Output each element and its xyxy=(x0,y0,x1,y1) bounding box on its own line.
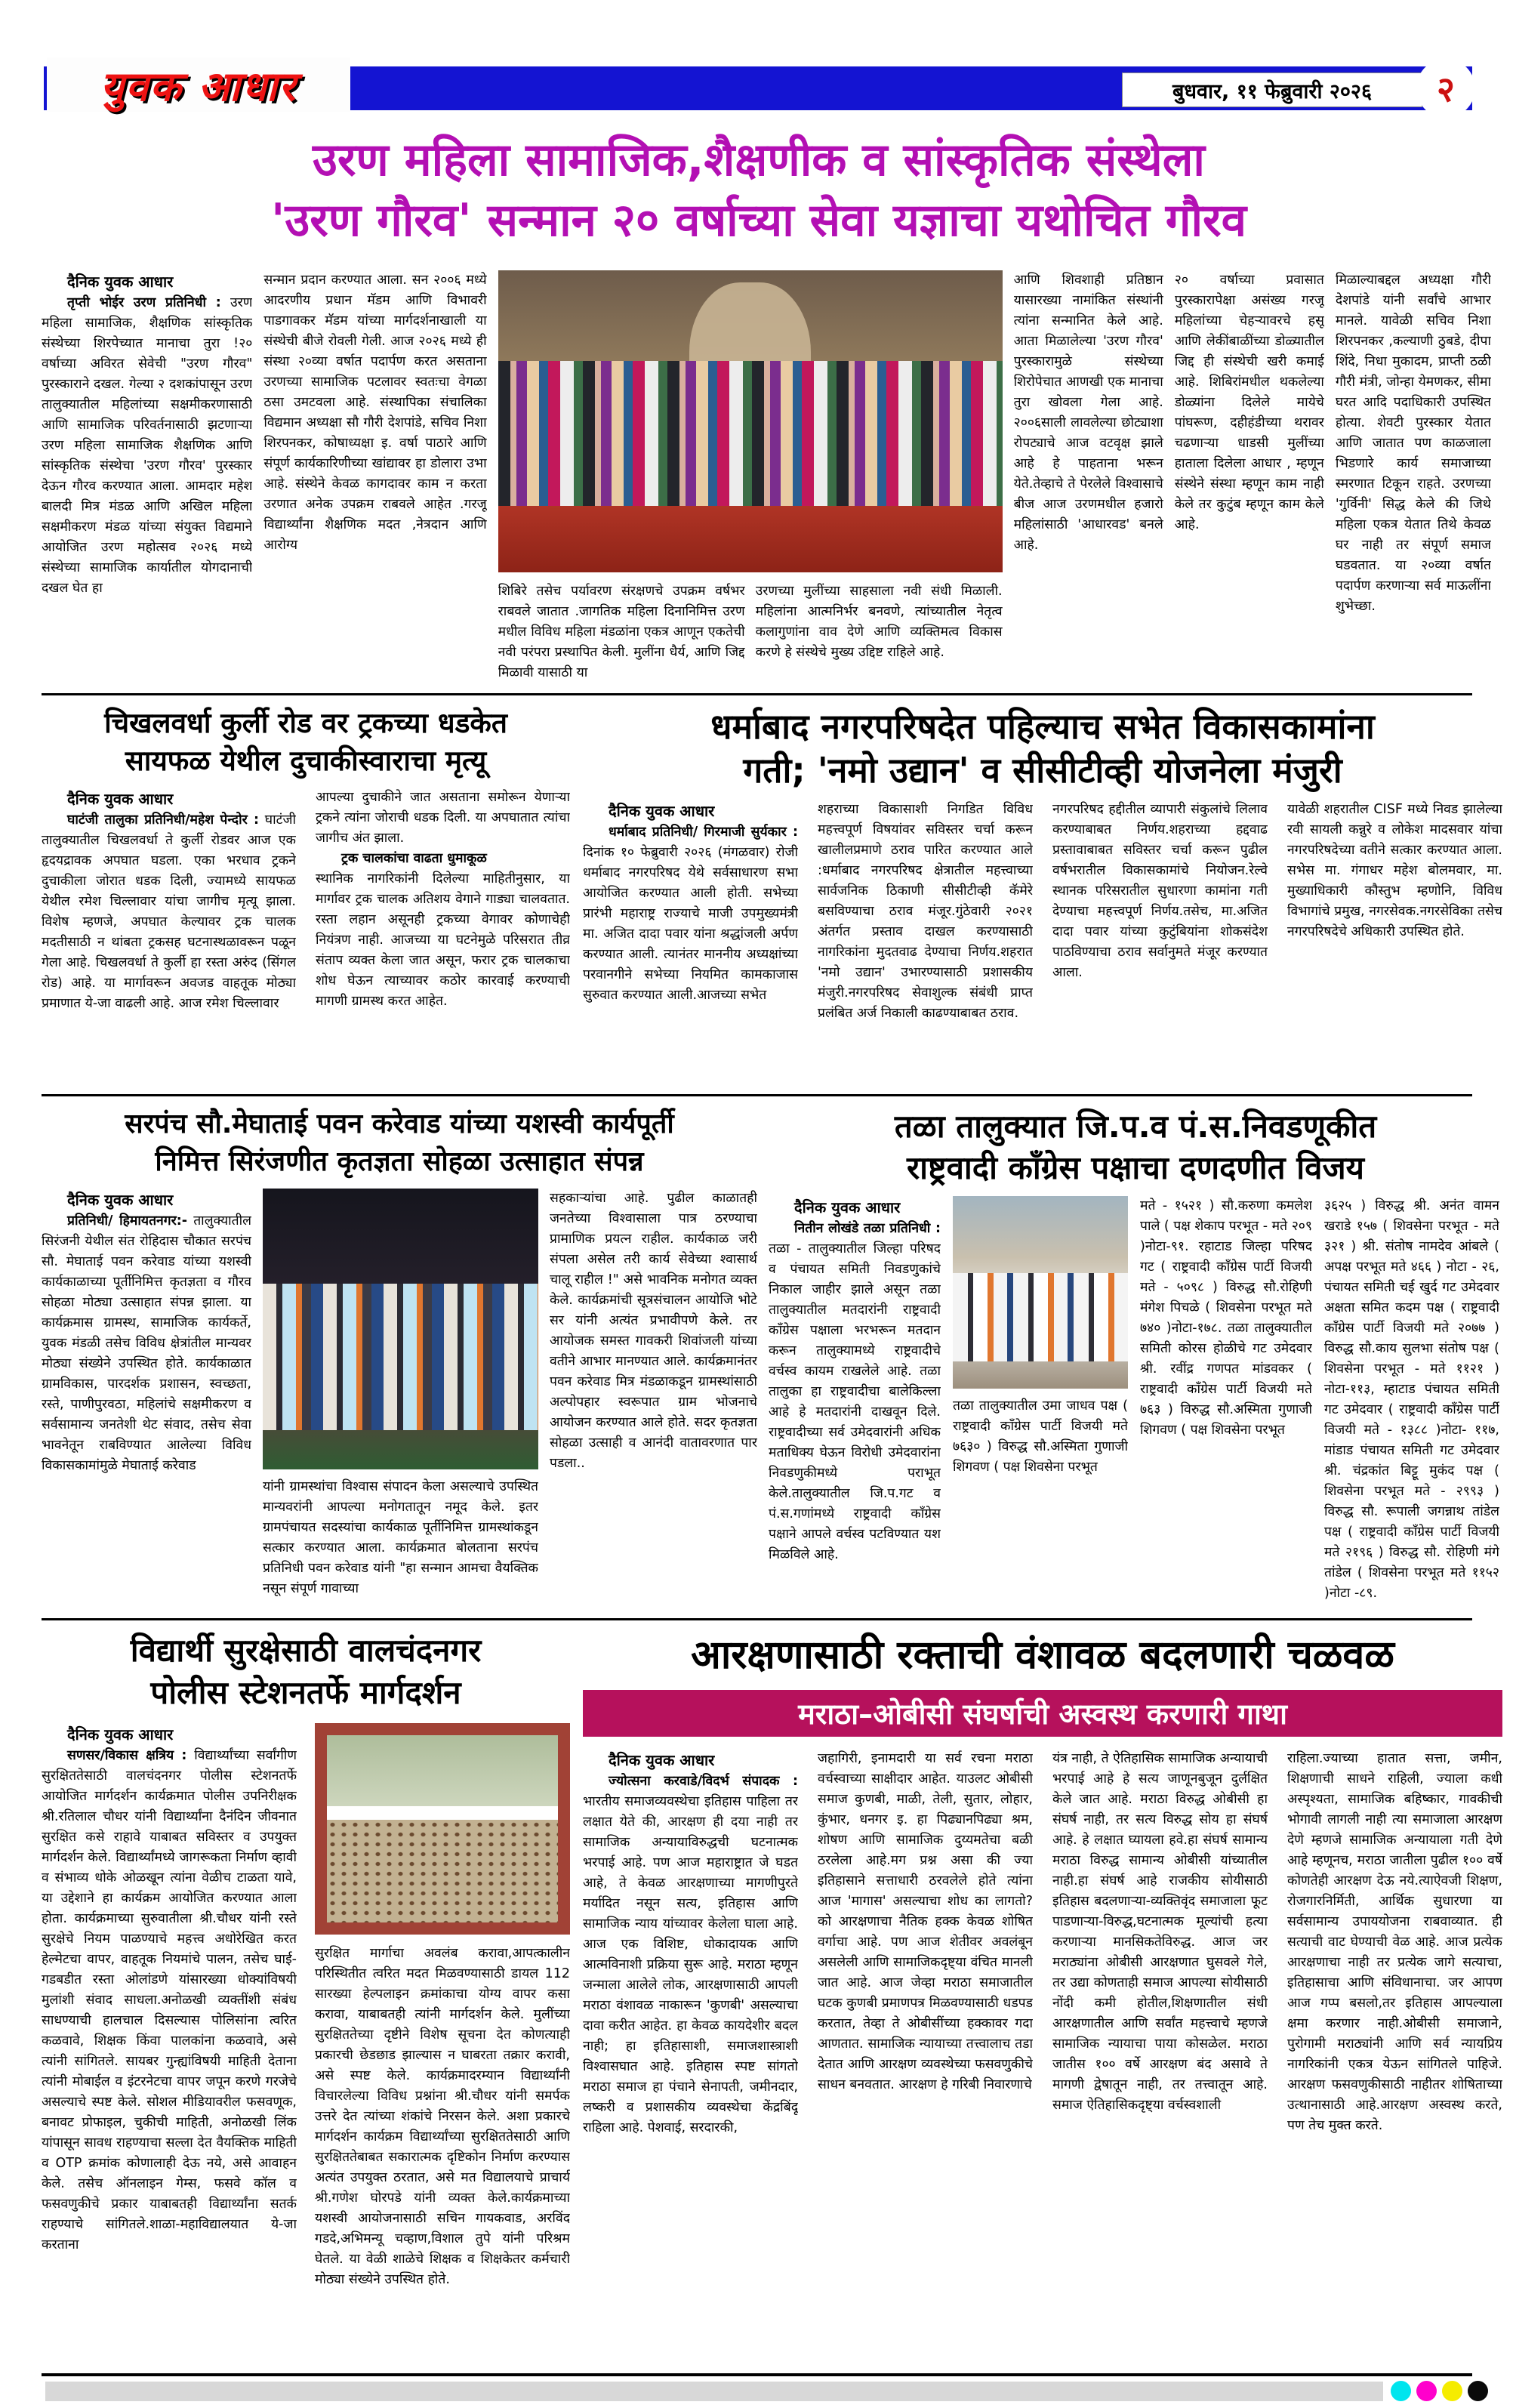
article5-col2 xyxy=(953,1396,1128,1614)
article6-headline-line2: पोलीस स्टेशनतर्फे मार्गदर्शन xyxy=(150,1674,461,1711)
article2-col1 xyxy=(42,788,296,1088)
article7-col3-text: यंत्र नाही, ते ऐतिहासिक सामाजिक अन्यायाची भरपाई आहे हे सत्य जाणूनबुजून दुर्लक्षित केले जात आहे. मराठा विरुद्ध ओबीसी हा संघर्ष नाही, तर सत्य विरुद्ध सोय हा संघर्ष आहे. हे लक्षात घ्यायला हवे.हा संघर्ष सामान्य मराठा विरुद्ध सामान्य ओबीसी यांच्यातील नाही.हा संघर्ष आहे राजकीय सोयीसाठी इतिहास बदलणाऱ्या-व्यक्तिवृंद समाजाला फूट पाडणाऱ्या-विरुद्ध,घटनात्मक मूल्यांची हत्या करणाऱ्या मानसिकतेविरुद्ध. आज जर मराठ्यांना ओबीसी आरक्षणात घुसवले गेले, तर उद्या कोणताही समाज आपल्या सोयीसाठी नोंदी कमी होतील,शिक्षणातील संधी आरक्षणातील आणि सर्वांत महत्त्वाचे म्हणजे सामाजिक न्यायाचा पाया कोसळेल. मराठा जातीस १०० वर्षे आरक्षण बंद असावे ते मागणी द्वेषातून नाही, तर तत्त्वातून आहे. समाज ऐतिहासिकदृष्ट्या वर्चस्वशाली xyxy=(1052,1751,1268,2113)
article5-col3-text: मते - १५२१ ) सौ.करुणा कमलेश पाले ( पक्ष शेकाप परभूत - मते २०९ )नोटा-९१. रहाटाड जिल्हा परिषद गट ( राष्ट्रवादी काँग्रेस पार्टी विजयी मते - ५०९८ ) विरुद्ध सौ.रोहिणी मंगेश पिचळे ( शिवसेना परभूत मते ७४० )नोटा-१७८. तळा तालुक्यातील समिती कोरस होळीचे गट उमेदवार श्री. रवींद्र गणपत मांडवकर ( राष्ट्रवादी काँग्रेस पार्टी विजयी मते ७६३ ) विरुद्ध सौ.अस्मिता गुणाजी शिगवण ( पक्ष शिवसेना परभूत xyxy=(1140,1198,1312,1438)
article6-body xyxy=(42,1723,570,2361)
byline-paper: दैनिक युवक आधार xyxy=(794,1198,901,1216)
article3-col1-text: दिनांक १० फेब्रुवारी २०२६ (मंगळवार) रोजी धर्माबाद नगरपरिषद येथे सर्वसाधारण सभा आयोजित करण्यात आली होती. सभेच्या प्रारंभी महाराष्ट्र राज्याचे माजी उपमुख्यमंत्री मा. अजित दादा पवार यांना श्रद्धांजली अर्पण करण्यात आली. त्यानंतर माननीय अध्यक्षांच्या परवानगीने सभेच्या नियमित कामकाजास सुरुवात करण्यात आली.आजच्या सभेत xyxy=(583,845,798,1003)
article1-col6-text: २० वर्षाच्या प्रवासात पुरस्कारापेक्षा असंख्य गरजू महिलांच्या चेहऱ्यावरचे हसू आणि लेकींबाळींच्या डोळ्यातील जिद्द ही संस्थेची खरी कमाई आहे. शिबिरांमधील थकलेल्या डोळ्यांना दिलेले मायेचे पांघरूण, दहीहंडीच्या थरावर चढणाऱ्या धाडसी मुलींच्या हाताला दिलेला आधार , म्हणून संस्थेने संस्था म्हणून काम नाही केले तर कुटुंब म्हणून काम केले आहे. xyxy=(1174,273,1324,532)
article5-center xyxy=(953,1196,1128,1615)
byline-paper: दैनिक युवक आधार xyxy=(609,802,715,820)
byline-reporter: प्रतिनिधी/ हिमायतनगर:- xyxy=(67,1213,188,1229)
article1-col3-text: शिबिरे तसेच पर्यावरण संरक्षणचे उपक्रम वर्षभर राबवले जातात .जागतिक महिला दिनानिमित्त उरण मधील विविध महिला मंडळांना एकत्र आणून एकतेची नवी परंपरा प्रस्थापित केली. मुलींना धैर्य, आणि जिद्द मिळावी यासाठी या xyxy=(498,584,745,680)
print-registration-dot-black xyxy=(1468,2381,1488,2401)
article5-col4-text: ३६२५ ) विरुद्ध श्री. अनंत वामन खराडे १५७ ( शिवसेना परभूत - मते ३२१ ) श्री. संतोष नामदेव आंबले ( अपक्ष परभूत मते ४६६ ) नोटा - २६, पंचायत समिती चर्ई खुर्द गट उमेदवार अक्षता समित कदम पक्ष ( राष्ट्रवादी काँग्रेस पार्टी विजयी मते २०७७ ) विरुद्ध सौ.काय सुलभा संतोष पक्ष ( शिवसेना परभूत - मते ११२१ ) नोटा-११३, म्हाटाड पंचायत समिती गट उमेदवार ( राष्ट्रवादी काँग्रेस पार्टी विजयी मते - १३८८ )नोटा- ११७, मांडाड पंचायत समिती गट उमेदवार श्री. चंद्रकांत बिट्टू मुकंद पक्ष ( शिवसेना परभूत मते - २९९३ ) विरुद्ध सौ. रूपाली जगन्नाथ तांडेल पक्ष ( राष्ट्रवादी काँग्रेस पार्टी विजयी मते २१९६ ) विरुद्ध सौ. रोहिणी मंगे तांडेल ( शिवसेना परभूत मते ११५२ )नोटा -८९. xyxy=(1324,1198,1499,1601)
article6-col1-text: विद्यार्थ्यांच्या सर्वांगीण सुरक्षिततेसाठी वालचंदनगर पोलीस स्टेशनतर्फे आयोजित मार्गदर्शन कार्यक्रमात पोलीस उपनिरीक्षक श्री.रतिलाल चौधर यांनी विद्यार्थ्यांना दैनंदिन जीवनात सुरक्षित कसे राहावे याबाबत सविस्तर व उपयुक्त मार्गदर्शन केले. विद्यार्थ्यांमध्ये जागरूकता निर्माण व्हावी व संभाव्य धोके ओळखून त्यांना वेळीच टाळता यावे, या उद्देशाने हा कार्यक्रम आयोजित करण्यात आला होता. कार्यक्रमाच्या सुरुवातीला श्री.चौधर यांनी रस्ते सुरक्षेचे नियम पाळण्याचे महत्त्व अधोरेखित करत हेल्मेटचा वापर, वाहतूक नियमांचे पालन, तसेच घाई-गडबडीत रस्ता ओलांडणे यांसारख्या धोक्यांविषयी मुलांशी संवाद साधला.अनोळखी व्यक्तींशी संबंध साधण्याची हालचाल दिसल्यास पोलिसांना त्वरित कळवावे, शिक्षक किंवा पालकांना कळवावे, असे त्यांनी सांगितले. सायबर गुन्ह्यांविषयी माहिती देताना त्यांनी मोबाईल व इंटरनेटचा वापर जपून करणे गरजेचे असल्याचे स्पष्ट केले. सोशल मीडियावरील फसवणूक, बनावट प्रोफाइल, चुकीची माहिती, अनोळखी लिंक यांपासून सावध राहण्याचा सल्ला देत वैयक्तिक माहिती व OTP क्रमांक कोणालाही देऊ नये, असे आवाहन केले. तसेच ऑनलाइन गेम्स, फसवे कॉल व फसवणुकीचे प्रकार याबाबतही विद्यार्थ्यांना सतर्क राहण्याचे सांगितले.शाळा-महाविद्यालयात ये-जा करताना xyxy=(42,1748,297,2252)
article7-col2 xyxy=(818,1749,1033,2372)
article2-col2-text-b: स्थानिक नागरिकांनी दिलेल्या माहितीनुसार, या मार्गावर ट्रक चालक अतिशय वेगाने गाड्या चालवतात. रस्ता लहान असूनही ट्रकच्या वेगावर कोणाचेही नियंत्रण नाही. आजच्या या घटनेमुळे परिसरात तीव्र संताप व्यक्त केला जात असून, फरार ट्रक चालकाचा शोध घेऊन त्याच्यावर कठोर कारवाई करण्याची मागणी ग्रामस्थ करत आहेत. xyxy=(316,871,570,1009)
article1-col2-text: सन्मान प्रदान करण्यात आला. सन २००६ मध्ये आदरणीय प्रधान मॅडम आणि विभावरी पाडगावकर मॅडम यांच्या मार्गदर्शनाखाली या संस्थेची बीजे रोवली गेली. आज २०२६ मध्ये ही संस्था २०व्या वर्षात पदार्पण करत असताना उरणच्या सामाजिक पटलावर स्वतःचा वेगळा ठसा उमटवला आहे. संस्थापिका संचालिका विद्यमान अध्यक्षा सौ गौरी देशपांडे, सचिव निशा शिरपनकर, कोषाध्यक्षा इ. वर्षा पाठारे आणि संपूर्ण कार्यकारिणीच्या खांद्यावर हा डोलारा उभा आहे. संस्थेने केवळ कागदावर काम न करता उरणात अनेक उपक्रम राबवले आहेत .गरजू विद्यार्थ्यांना शैक्षणिक मदत ,नेत्रदान आणि आरोग्य xyxy=(263,273,487,553)
seated-students xyxy=(327,1820,558,1922)
article4-col1 xyxy=(42,1189,251,1615)
article4-col2-text: यांनी ग्रामस्थांचा विश्वास संपादन केला असल्याचे उपस्थित मान्यवरांनी आपल्या मनोगतातून नमूद केले. इतर ग्रामपंचायत सदस्यांचा कार्यकाळ पूर्तीनिमित्त ग्रामस्थांकडून सत्कार करण्यात आला. कार्यक्रमात बोलताना सरपंच प्रतिनिधी पवन करेवाड यांनी "हा सन्मान आमचा वैयक्तिक नसून संपूर्ण गावाच्या xyxy=(263,1479,538,1596)
print-registration-dot-yellow xyxy=(1442,2381,1462,2401)
article1-col7-text: मिळाल्याबद्दल अध्यक्षा गौरी देशपांडे यांनी सर्वांचे आभार मानले. यावेळी सचिव निशा शिरपनकर ,कल्याणी ठुबडे, दीपा शिंदे, निधा मुकादम, प्राप्ती ठळी गौरी मंत्री, जोन्हा येमणकर, सीमा घरत आदि पदाधिकारी उपस्थित होत्या. शेवटी पुरस्कार येतात आणि जातात पण काळजाला भिडणारे कार्य समाजाच्या स्मरणात टिकून राहते. उरणच्या 'गुर्विनी' सिद्ध केले की जिथे महिला एकत्र येतात तिथे केवळ घर नाही तर संपूर्ण समाज घडवतात. या २०व्या वर्षात पदार्पण करणाऱ्या सर्व माऊलींना शुभेच्छा. xyxy=(1335,273,1491,614)
article5-headline-line2: राष्ट्रवादी काँग्रेस पक्षाचा दणदणीत विजय xyxy=(906,1149,1364,1186)
article5-col1 xyxy=(769,1196,941,1615)
main-headline-line1: उरण महिला सामाजिक,शैक्षणीक व सांस्कृतिक संस्थेला xyxy=(313,134,1205,187)
article1-col3 xyxy=(498,581,745,687)
article3-body xyxy=(583,800,1502,1088)
date-box xyxy=(1122,72,1422,107)
felicitation-night-photo xyxy=(263,1189,538,1469)
article3-col1 xyxy=(583,800,798,1088)
article4-col1-text: तालुक्यातील सिरंजनी येथील संत रोहिदास चौकात सरपंच सौ. मेघाताई पवन करेवाड यांच्या यशस्वी कार्यकाळाच्या पूर्तीनिमित्त कृतज्ञता व गौरव सोहळा मोठ्या उत्साहात संपन्न झाला. या कार्यक्रमास ग्रामस्थ, सामाजिक कार्यकर्ते, युवक मंडळी तसेच विविध क्षेत्रांतील मान्यवर मोठ्या संख्येने उपस्थित होते. कार्यकाळात ग्रामविकास, पारदर्शक प्रशासन, स्वच्छता, रस्ते, पाणीपुरवठा, महिलांचे सक्षमीकरण व सर्वसामान्य जनतेशी थेट संवाद, तसेच सेवा भावनेतून राबविण्यात आलेल्या विविध विकासकामांमुळे मेघाताई करेवाड xyxy=(42,1213,251,1473)
article7-headline: आरक्षणासाठी रक्ताची वंशावळ बदलणारी चळवळ xyxy=(691,1633,1394,1678)
byline-paper: दैनिक युवक आधार xyxy=(67,1191,174,1209)
article1-col5 xyxy=(1014,270,1163,687)
article4-col3-text: सहकाऱ्यांचा आहे. पुढील काळातही जनतेच्या विश्वासाला पात्र ठरण्याचा प्रामाणिक प्रयत्न राहील. कार्यकाळ जरी संपला असेल तरी कार्य सेवेच्या श्वासार्थ चालू राहील !" असे भावनिक मनोगत व्यक्त केले. कार्यक्रमांची सूत्रसंचालन आयोजि भोटे सर यांनी अत्यंत प्रभावीपणे केले. तर आयोजक समस्त गावकरी शिवांजली यांच्या वतीने आभार मानण्यात आले. कार्यक्रमानंतर पवन करेवाड मित्र मंडळाकडून ग्रामस्थांसाठी अल्पोपहार स्वरूपात ग्राम भोजनाचे आयोजन करण्यात आले होते. सदर कृतज्ञता सोहळा उत्साही व आनंदी वातावरणात पार पडला.. xyxy=(550,1191,757,1471)
article7-subhead-text: मराठा–ओबीसी संघर्षाची अस्वस्थ करणारी गाथा xyxy=(798,1697,1287,1731)
article3-headline-line2: गती; 'नमो उद्यान' व सीसीटीव्ही योजनेला मंजुरी xyxy=(743,750,1342,791)
section-divider-2 xyxy=(42,1094,1472,1096)
byline-reporter: ज्योत्सना करवाडे/विदर्भ संपादक : xyxy=(609,1774,798,1789)
page-number-badge xyxy=(1416,59,1475,118)
article1-col2 xyxy=(263,270,486,687)
byline-reporter: घाटंजी तालुका प्रतिनिधी/महेश पेन्दोर : xyxy=(67,812,260,828)
article7-col1 xyxy=(583,1749,798,2372)
article4-center xyxy=(263,1189,538,1615)
article-truck-accident xyxy=(42,705,570,1088)
article1-col4 xyxy=(756,581,1003,687)
byline-reporter: धर्माबाद प्रतिनिधी/ गिरमाजी सुर्यकार : xyxy=(609,825,798,840)
article3-col4-text: यावेळी शहरातील CISF मध्ये निवड झालेल्या रवी सायली कन्नुरे व लोकेश मादसवार यांचा नगरपरिषदेच्या वतीने सत्कार करण्यात आला. सभेस मा. गंगाधर महेश बोलमवार, मा. मुख्याधिकारी कौस्तुभ म्हणोनि, विविध विभागांचे प्रमुख, नगरसेवक.नगरसेविका तसेच नगरपरिषदेचे अधिकारी उपस्थित होते. xyxy=(1287,802,1502,939)
article7-col1-text: भारतीय समाजव्यवस्थेचा इतिहास पाहिला तर लक्षात येते की, आरक्षण ही दया नाही तर सामाजिक अन्यायाविरुद्धची घटनात्मक भरपाई आहे. पण आज महाराष्ट्रात जे घडत आहे, ते केवळ आरक्षणाच्या मागणीपुरते मर्यादित नसून सत्य, इतिहास आणि सामाजिक न्याय यांच्यावर केलेला घाला आहे. आज एक विशिष्ट, धोकादायक आणि आत्मविनाशी प्रक्रिया सुरू आहे. मराठा म्हणून जन्माला आलेले लोक, आरक्षणासाठी आपली मराठा वंशावळ नाकारून 'कुणबी' असल्याचा दावा करीत आहेत. हा केवळ कायदेशीर बदल नाही; हा इतिहासाशी, समाजशास्त्राशी विश्वासघात आहे. इतिहास स्पष्ट सांगतो मराठा समाज हा पंचाने सेनापती, जमीनदार, लष्करी व प्रशासकीय व्यवस्थेचा केंद्रबिंदू राहिला आहे. पेशवाई, सरदारकी, xyxy=(583,1794,798,2135)
byline-paper: दैनिक युवक आधार xyxy=(67,273,174,291)
byline-paper: दैनिक युवक आधार xyxy=(67,1725,174,1744)
article4-col2 xyxy=(263,1477,538,1613)
article5-col1-text: तळा - तालुक्यातील जिल्हा परिषद व पंचायत समिती निवडणुकांचे निकाल जाहीर झाले असून तळा तालुक्यातील मतदारांनी राष्ट्रवादी काँग्रेस पक्षाला भरभरून मतदान करून तालुक्यामध्ये राष्ट्रवादीचे वर्चस्व कायम राखलेले आहे. तळा तालुका हा राष्ट्रवादीचा बालेकिल्ला आहे हे मतदारांनी दाखवून दिले. राष्ट्रवादीच्या सर्व उमेदवारांनी अधिक मताधिक्य घेऊन विरोधी उमेदवारांना निवडणुकीमध्ये पराभूत केले.तालुक्यातील जि.प.गट व पं.स.गणांमध्ये राष्ट्रवादी काँग्रेस पक्षाने आपले वर्चस्व पटविण्यात यश मिळविले आहे. xyxy=(769,1241,941,1562)
article2-body xyxy=(42,788,570,1088)
article7-subhead-bar xyxy=(583,1690,1502,1737)
people-group xyxy=(953,1273,1128,1361)
article3-col3-text: नगरपरिषद हद्दीतील व्यापारी संकुलांचे लिलाव करण्याबाबत निर्णय.शहराच्या हद्दवाढ प्रस्तावाबाबत सविस्तर चर्चा करून पुढील वर्षभरातील विकासकामांचे नियोजन.रेल्वे स्थानक परिसरातील सुधारणा कामांना गती देण्याचा महत्त्वपूर्ण निर्णय.तसेच, मा.अजित दादा पवार यांच्या कुटुंबियांना शोकसंदेश पाठविण्याचा ठराव सर्वानुमते मंजूर करण्यात आला. xyxy=(1052,802,1268,980)
article7-col4 xyxy=(1287,1749,1502,2372)
article4-body xyxy=(42,1189,757,1615)
print-registration-dot-cyan xyxy=(1391,2381,1411,2401)
article1-col7 xyxy=(1336,270,1491,687)
article7-col3 xyxy=(1052,1749,1268,2372)
article1-col4-text: उरणच्या मुलींच्या साहसाला नवी संधी मिळाली. महिलांना आत्मनिर्भर बनवणे, त्यांच्यातील नेतृत्व कलागुणांना वाव देणे आणि व्यक्तिमत्व विकास करणे हे संस्थेचे मुख्य उद्दिष्ट राहिले आहे. xyxy=(755,584,1003,660)
article3-col2-text: शहराच्या विकासाशी निगडित विविध महत्त्वपूर्ण विषयांवर सविस्तर चर्चा करून खालीलप्रमाणे ठराव पारित करण्यात आले :धर्माबाद नगरपरिषद क्षेत्रातील महत्त्वाच्या सार्वजनिक ठिकाणी सीसीटीव्ही कॅमेरे बसविण्याचा ठराव मंजूर.गुंठेवारी २०२१ अंतर्गत प्रस्ताव दाखल करण्यासाठी नागरिकांना मुदतवाढ देण्याचा निर्णय.शहरात 'नमो उद्यान' उभारण्यासाठी प्रशासकीय मंजुरी.नगरपरिषद सेवाशुल्क संबंधी प्राप्त प्रलंबित अर्ज निकाली काढण्याबाबत ठराव. xyxy=(818,802,1033,1021)
article2-col2 xyxy=(316,788,570,1088)
page-number: २ xyxy=(1437,69,1455,109)
article6-col2 xyxy=(315,1944,570,2355)
school-assembly-photo xyxy=(315,1723,570,1935)
article1-center xyxy=(498,270,1003,687)
article4-headline-line1: सरपंच सौ.मेघाताई पवन करेवाड यांच्या यशस्वी कार्यपूर्ती xyxy=(125,1108,674,1139)
byline-reporter: नितीन लोखंडे तळा प्रतिनिधी : xyxy=(794,1221,941,1236)
article-reservation-debate xyxy=(583,1629,1502,2372)
section-divider-3 xyxy=(42,1618,1472,1620)
article-dharmabad xyxy=(583,705,1502,1088)
article3-col2 xyxy=(818,800,1033,1088)
article7-col2-text: जहागिरी, इनामदारी या सर्व रचना मराठा वर्चस्वाच्या साक्षीदार आहेत. याउलट ओबीसी समाज कुणबी, माळी, तेली, सुतार, लोहार, कुंभार, धनगर इ. हा पिढ्यानपिढ्या श्रम, शोषण आणि सामाजिक दुय्यमतेचा बळी ठरलेला आहे.मग प्रश्न असा की ज्या इतिहासाने सत्ताधारी ठरवलेले होते त्यांना आज 'मागास' असल्याचा शोध का लागतो?को आरक्षणाचा नैतिक हक्क केवळ शोषित वर्गाचा आहे. पण आज शेतीवर अवलंबून असलेली आणि सामाजिकदृष्ट्या वंचित मानली जात आहे. आज जेव्हा मराठा समाजातील घटक कुणबी प्रमाणपत्र मिळवण्यासाठी धडपड करतात, तेव्हा ते ओबीसींच्या हक्कावर गदा आणतात. सामाजिक न्यायाच्या तत्त्वालाच तडा देतात आणि आरक्षण व्यवस्थेच्या फसवणुकीचे साधन बनवतात. आरक्षण हे गरिबी निवारणाचे xyxy=(818,1751,1033,2092)
article5-col4 xyxy=(1324,1196,1499,1615)
article5-col3 xyxy=(1140,1196,1312,1615)
article2-headline-line1: चिखलवर्धा कुर्ली रोड वर ट्रकच्या धडकेत xyxy=(104,707,507,739)
date-text: बुधवार, ११ फेब्रुवारी २०२६ xyxy=(1172,79,1373,103)
article6-col1 xyxy=(42,1723,297,2361)
trees xyxy=(327,1735,558,1806)
article1-col1-text: उरण महिला सामाजिक, शैक्षणिक सांस्कृतिक संस्थेच्या शिरपेच्यात मानाचा तुरा !२० वर्षाच्या अविरत सेवेची "उरण गौरव" पुरस्काराने दखल. गेल्या २ दशकांपासून उरण तालुक्यातील महिलांच्या सक्षमीकरणासाठी आणि सामाजिक परिवर्तनासाठी झटणाऱ्या उरण महिला सामाजिक शैक्षणिक आणि सांस्कृतिक संस्थेचा 'उरण गौरव' पुरस्कार देऊन गौरव करण्यात आला. आमदार महेश बालदी मित्र मंडळ आणि अखिल महिला सक्षमीकरण मंडळ यांच्या संयुक्त विद्यमाने आयोजित उरण महोत्सव २०२६ मध्ये संस्थेच्या सामाजिक कार्यातील योगदानाची दखल घेत हा xyxy=(42,295,253,596)
article5-col2-text: तळा तालुक्यातील उमा जाधव पक्ष ( राष्ट्रवादी काँग्रेस पार्टी विजयी मते ७६३० ) विरुद्ध सौ.अस्मिता गुणाजी शिगवण ( पक्ष शिवसेना परभूत xyxy=(953,1398,1128,1475)
article1-under-photo xyxy=(498,581,1003,687)
newspaper-logo xyxy=(47,57,350,112)
byline-paper: दैनिक युवक आधार xyxy=(609,1751,715,1769)
article3-col3 xyxy=(1052,800,1268,1088)
article2-col1-text: घाटंजी तालुक्यातील चिखलवर्धा ते कुर्ली रोडवर आज एक हृदयद्रावक अपघात घडला. एका भरधाव ट्रकने दुचाकीला जोरात धडक दिली, ज्यामध्ये सायफळ येथील रमेश चिल्लावार यांचा जागीच मृत्यू झाला. विशेष म्हणजे, अपघात केल्यावर ट्रक चालक मदतीसाठी न थांबता ट्रकसह घटनास्थळावरून पळून गेला आहे. चिखलवर्धा ते कुर्ली हा रस्ता अरुंद (सिंगल रोड) आहे. या मार्गावरून अवजड वाहतूक मोठ्या प्रमाणात ये-जा वाढली आहे. आज रमेश चिल्लावार xyxy=(42,812,296,1011)
article4-col3 xyxy=(550,1189,757,1615)
article4-headline-line2: निमित्त सिरंजणीत कृतज्ञता सोहळा उत्साहात संपन्न xyxy=(155,1146,644,1177)
article7-col4-text: राहिला.ज्याच्या हातात सत्ता, जमीन, शिक्षणाची साधने राहिली, ज्याला कधी अस्पृश्यता, सामाजिक बहिष्कार, गावकीची भोगावी लागली नाही त्या समाजाला आरक्षण देणे म्हणजे सामाजिक अन्यायाला गती देणे आहे म्हणूनच, मराठा जातीला पुढील १०० वर्षे कोणतेही आरक्षण देऊ नये.त्याऐवजी शिक्षण, रोजगारनिर्मिती, आर्थिक सुधारणा या सर्वसामान्य उपाययोजना राबवाव्यात. ही सत्याची वाट घेण्याची वेळ आहे. आज प्रत्येक आरक्षणाचा नाही तर प्रत्येक जागे सत्याचा, इतिहासाचा आणि संविधानाचा. जर आपण आज गप्प बसलो,तर इतिहास आपल्याला क्षमा करणार नाही.ओबीसी समाजाने, पुरोगामी मराठ्यांनी आणि सर्व न्यायप्रिय नागरिकांनी एकत्र येऊन सांगितले पाहिजे. आरक्षण फसवणुकीसाठी नाहीतर शोषिताच्या उत्थानासाठी आहे.आरक्षण अस्वस्थ करते, पण तेच मुक्त करते. xyxy=(1287,1751,1502,2133)
byline-paper: दैनिक युवक आधार xyxy=(67,790,174,808)
article1-col1 xyxy=(42,270,252,687)
byline-reporter: सणसर/विकास क्षत्रिय : xyxy=(67,1748,187,1763)
article-student-safety xyxy=(42,1629,570,2361)
article2-inline-subhead: ट्रक चालकांचा वाढता धुमाकूळ xyxy=(341,851,487,866)
article7-body xyxy=(583,1749,1502,2372)
article2-col2-text-a: आपल्या दुचाकीने जात असताना समोरून येणाऱ्या ट्रकने त्यांना जोराची धडक दिली. या अपघातात त्यांचा जागीच अंत झाला. xyxy=(316,790,570,846)
people-group xyxy=(263,1284,538,1429)
victory-rally-photo xyxy=(953,1196,1128,1389)
article5-body xyxy=(769,1196,1502,1615)
article3-col4 xyxy=(1287,800,1502,1088)
article6-col2-text: सुरक्षित मार्गाचा अवलंब करावा,आपत्कालीन परिस्थितीत त्वरित मदत मिळवण्यासाठी डायल 112 सारख्या हेल्पलाइन क्रमांकाचा योग्य वापर कसा करावा, याबाबतही त्यांनी मार्गदर्शन केले. मुलींच्या सुरक्षिततेच्या दृष्टीने विशेष सूचना देत कोणत्याही प्रकारची छेडछाड झाल्यास न घाबरता तक्रार करावी, असे स्पष्ट केले. कार्यक्रमादरम्यान विद्यार्थ्यांनी विचारलेल्या विविध प्रश्नांना श्री.चौधर यांनी समर्पक उत्तरे देत त्यांच्या शंकांचे निरसन केले. अशा प्रकारचे मार्गदर्शन कार्यक्रम विद्यार्थ्यांच्या सुरक्षिततेसाठी आणि सुरक्षिततेबाबत सकारात्मक दृष्टिकोन निर्माण करण्यास अत्यंत उपयुक्त ठरतात, असे मत विद्यालयाचे प्राचार्य श्री.गणेश घोरपडे यांनी व्यक्त केले.कार्यक्रमाच्या यशस्वी आयोजनासाठी सचिन गायकवाड, अरविंद गडदे,अभिमन्यू चव्हाण,विशाल तुपे यांनी परिश्रम घेतले. या वेळी शाळेचे शिक्षक व शिक्षकेतर कर्मचारी मोठ्या संख्येने उपस्थित होते. xyxy=(315,1946,570,2287)
main-headline-line2: 'उरण गौरव' सन्मान २० वर्षाच्या सेवा यज्ञाचा यथोचित गौरव xyxy=(271,194,1246,247)
print-registration-dot-magenta xyxy=(1416,2381,1437,2401)
main-headline xyxy=(45,130,1472,251)
people-group xyxy=(498,361,1003,506)
article1-col5-text: आणि शिवशाही प्रतिष्ठान यासारख्या नामांकित संस्थांनी त्यांना सन्मानित केले आहे. आता मिळालेल्या 'उरण गौरव' पुरस्कारामुळे संस्थेच्या शिरोपेचात आणखी एक मानाचा तुरा खोवला गेला आहे. २००६साली लावलेल्या छोट्याशा रोपट्याचे आज वटवृक्ष झाले आहे हे पाहताना भरून येते.तेव्हाचे ते पेरलेले विश्वासाचे बीज आज उरणमधील हजारो महिलांसाठी 'आधारवड' बनले आहे. xyxy=(1013,273,1163,553)
byline-reporter: तृप्ती भोईर उरण प्रतिनिधी : xyxy=(67,295,221,310)
article6-headline-line1: विद्यार्थी सुरक्षेसाठी वालचंदनगर xyxy=(130,1632,482,1669)
section-divider-1 xyxy=(42,693,1472,695)
award-ceremony-photo xyxy=(498,270,1003,572)
footer-gray-bar xyxy=(45,2382,1383,2401)
footer-rule xyxy=(42,2373,1472,2376)
article3-headline-line1: धर्माबाद नगरपरिषदेत पहिल्याच सभेत विकासकामांना xyxy=(710,706,1375,747)
article-uran-gaurav xyxy=(42,270,1491,687)
red-carpet xyxy=(498,506,1003,572)
article1-col6 xyxy=(1175,270,1324,687)
article6-right xyxy=(315,1723,570,2361)
article-tala-election xyxy=(769,1105,1502,1615)
article-sarpanch-felicitation xyxy=(42,1105,757,1615)
article2-headline-line2: सायफळ येथील दुचाकीस्वाराचा मृत्यू xyxy=(125,745,487,777)
logo-text: युवक आधार xyxy=(100,63,297,110)
article5-headline-line1: तळा तालुक्यात जि.प.व पं.स.निवडणूकीत xyxy=(894,1108,1377,1145)
